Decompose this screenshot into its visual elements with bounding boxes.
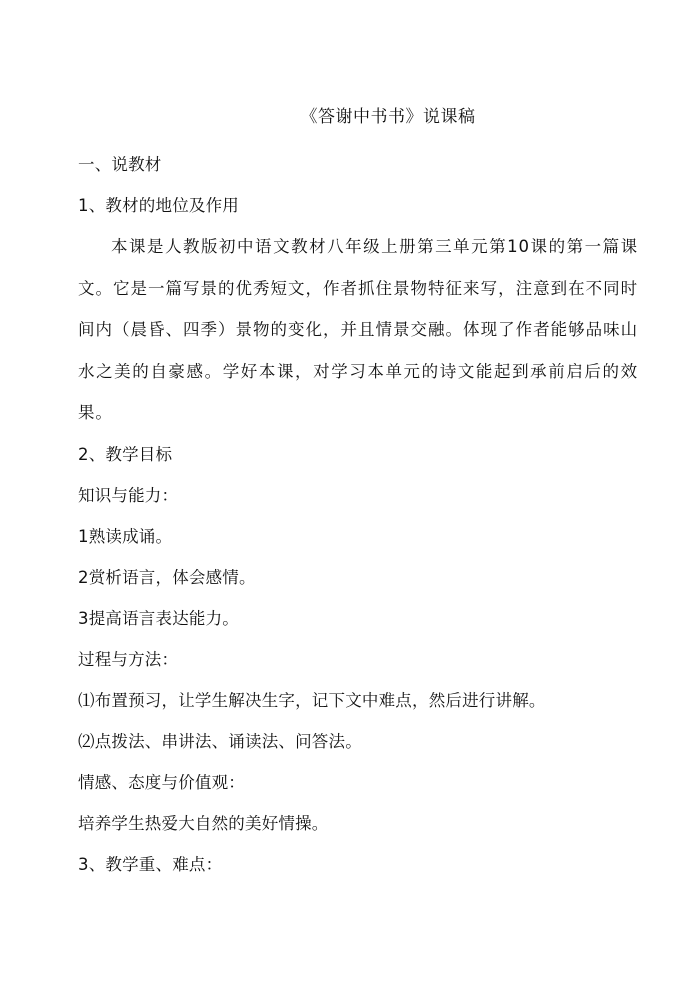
- body-paragraph: 本课是人教版初中语文教材八年级上册第三单元第10课的第一篇课文。它是一篇写景的优秀短文，作者抓住景物特征来写，注意到在不同时间内（晨昏、四季）景物的变化，并且情景交融。体现了作者能够品味山水之美的自豪感。学好本课，对学习本单元的诗文能起到承前启后的效果。: [78, 237, 638, 422]
- text-line: 培养学生热爱大自然的美好情操。: [78, 813, 329, 833]
- subsection-heading-status-role: 1、教材的地位及作用: [78, 196, 239, 215]
- list-item: 1熟读成诵。: [78, 526, 173, 546]
- list-item: 2赏析语言，体会感情。: [78, 567, 256, 587]
- document-body: [78, 144, 638, 885]
- label-knowledge-ability: 知识与能力：: [78, 485, 179, 505]
- label-process-method: 过程与方法：: [78, 649, 179, 669]
- list-item: 3提高语言表达能力。: [78, 608, 239, 628]
- list-item: ⑵点拨法、串讲法、诵读法、问答法。: [78, 731, 362, 751]
- document-title: 《答谢中书书》说课稿: [300, 107, 476, 127]
- list-item: ⑴布置预习，让学生解决生字，记下文中难点，然后进行讲解。: [78, 690, 546, 710]
- label-emotion-values: 情感、态度与价值观：: [78, 772, 245, 792]
- subsection-heading-key-difficult-points: 3、教学重、难点：: [78, 854, 223, 874]
- subsection-heading-teaching-goals: 2、教学目标: [78, 444, 173, 464]
- section-heading-teaching-material: 一、说教材: [78, 155, 162, 174]
